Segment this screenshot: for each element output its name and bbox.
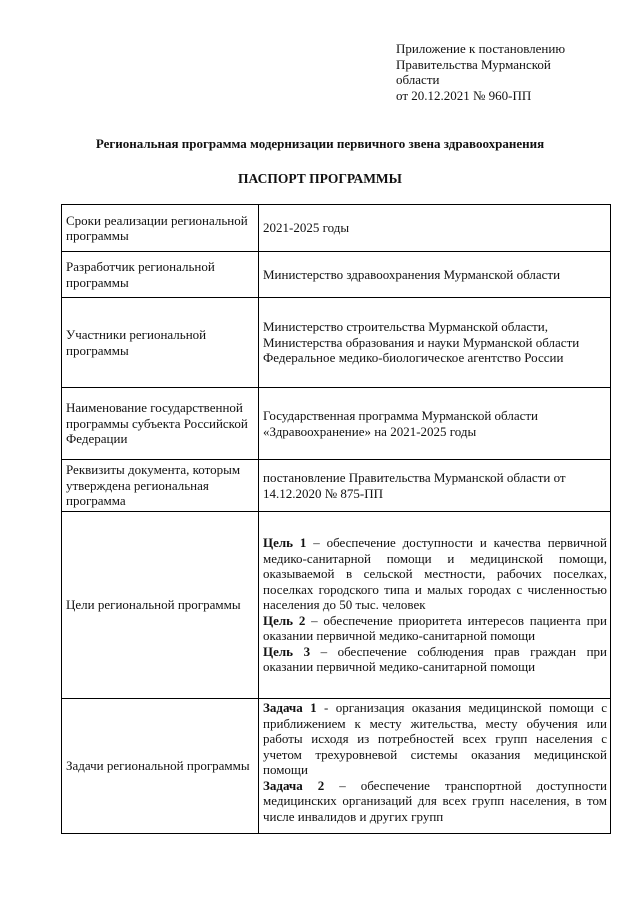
row-value: Государственная программа Мурманской области «Здравоохранение» на 2021-2025 годы	[259, 388, 611, 460]
task-number: Задача 2	[263, 777, 325, 793]
tasks-cell	[259, 699, 611, 834]
row-label: Задачи региональной программы	[62, 699, 259, 834]
row-value: 2021-2025 годы	[259, 205, 611, 252]
table-row	[62, 252, 611, 298]
row-label: Реквизиты документа, которым утверждена региональная программа	[62, 460, 259, 512]
table-row	[62, 512, 611, 699]
appendix-line: области	[396, 72, 440, 87]
passport-table	[61, 204, 611, 834]
row-label: Наименование государственной программы субъекта Российской Федерации	[62, 388, 259, 460]
row-label: Разработчик региональной программы	[62, 252, 259, 298]
participant-line: Федеральное медико-биологическое агентство России	[263, 350, 564, 366]
table-row	[62, 699, 611, 834]
goal-item	[263, 535, 607, 613]
task-item	[263, 700, 607, 778]
appendix-line: Правительства Мурманской	[396, 56, 551, 72]
row-label: Сроки реализации региональной программы	[62, 205, 259, 252]
goals-cell	[259, 512, 611, 699]
row-value: постановление Правительства Мурманской области от 14.12.2020 № 875-ПП	[259, 460, 611, 512]
tasks-content	[263, 700, 607, 832]
participant-line: Министерства образования и науки Мурманской области	[263, 334, 580, 350]
task-text: - организация оказания медицинской помощи с приближением к месту жительства, месту обучения или работы исходя из потребностей всех групп населения с учетом трехуровневой системы оказания медицинской помощи	[263, 700, 607, 777]
appendix-line: от 20.12.2021 № 960-ПП	[396, 87, 532, 103]
goal-item	[263, 613, 607, 644]
goal-text: – обеспечение соблюдения прав граждан при оказании первичной медико-санитарной помощи	[263, 643, 607, 675]
row-label: Цели региональной программы	[62, 512, 259, 699]
task-number: Задача 1	[263, 700, 317, 715]
appendix-note	[396, 41, 616, 103]
task-text: – обеспечение транспортной доступности медицинских организаций для всех групп населения, в том числе инвалидов и других групп	[263, 777, 607, 824]
table-row	[62, 460, 611, 512]
row-value: Министерство здравоохранения Мурманской области	[259, 252, 611, 298]
row-label: Участники региональной программы	[62, 298, 259, 388]
row-value	[259, 298, 611, 388]
task-item	[263, 778, 607, 825]
goal-item	[263, 644, 607, 675]
passport-heading: ПАСПОРТ ПРОГРАММЫ	[238, 171, 402, 186]
goal-number: Цель 3	[263, 643, 311, 659]
table-row	[62, 205, 611, 252]
goal-number: Цель 2	[263, 612, 306, 628]
goal-number: Цель 1	[263, 535, 307, 551]
goal-text: – обеспечение доступности и качества первичной медико-санитарной помощи и медицинской помощи, оказываемой в сельской местности, рабочих поселках, поселках городского типа и малых городах с численностью населения до 50 тыс. человек	[263, 535, 607, 613]
participant-line: Министерство строительства Мурманской области,	[263, 319, 549, 335]
table-row	[62, 388, 611, 460]
goal-text: – обеспечение приоритета интересов пациента при оказании первичной медико-санитарной помощи	[263, 612, 607, 644]
program-title: Региональная программа модернизации первичного звена здравоохранения	[95, 136, 545, 151]
appendix-line: Приложение к постановлению	[396, 41, 566, 56]
table-row	[62, 298, 611, 388]
